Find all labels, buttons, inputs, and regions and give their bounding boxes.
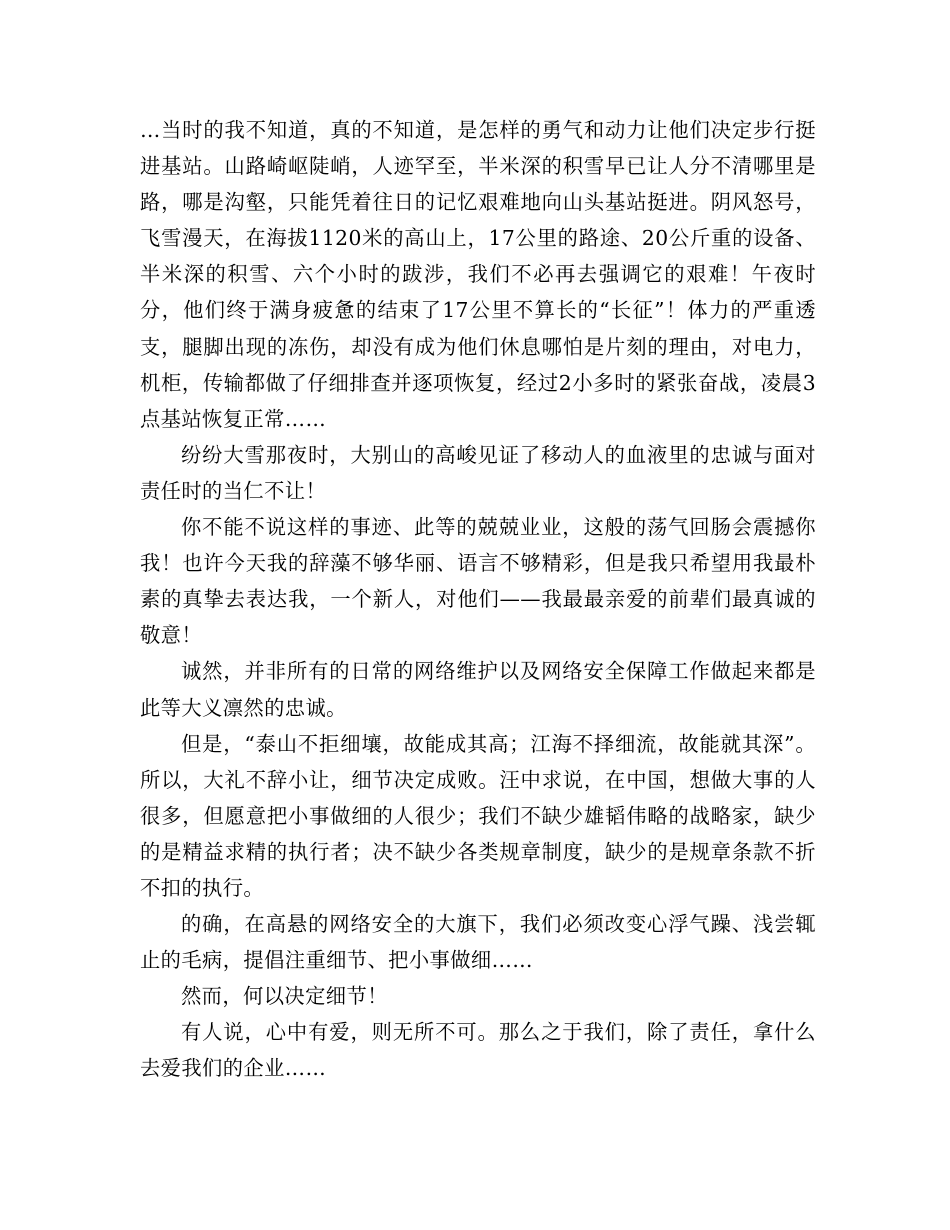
paragraph: 但是，“泰山不拒细壤，故能成其高；江海不择细流，故能就其深”。所以，大礼不辞小让，细节决定成败。汪中求说，在中国，想做大事的人很多，但愿意把小事做细的人很少；我们不缺少雄韬伟略的战略家，缺少的是精益求精的执行者；决不缺少各类规章制度，缺少的是规章条款不折不扣的执行。 xyxy=(140,731,816,900)
paragraph: 然而，何以决定细节！ xyxy=(181,984,388,1009)
paragraph: 纷纷大雪那夜时，大别山的高峻见证了移动人的血液里的忠诚与面对责任时的当仁不让！ xyxy=(140,442,816,503)
paragraph: 诚然，并非所有的日常的网络维护以及网络安全保障工作做起来都是此等大义凛然的忠诚。 xyxy=(140,659,816,720)
document-body xyxy=(140,112,816,1087)
paragraph: 有人说，心中有爱，则无所不可。那么之于我们，除了责任，拿什么去爱我们的企业…… xyxy=(140,1020,816,1081)
paragraph: 你不能不说这样的事迹、此等的兢兢业业，这般的荡气回肠会震撼你我！也许今天我的辞藻不够华丽、语言不够精彩，但是我只希望用我最朴素的真挚去表达我，一个新人，对他们——我最最亲爱的前辈们最真诚的敬意！ xyxy=(140,515,816,648)
paragraph: 的确，在高悬的网络安全的大旗下，我们必须改变心浮气躁、浅尝辄止的毛病，提倡注重细节、把小事做细…… xyxy=(140,912,816,973)
paragraph-continuation: …当时的我不知道，真的不知道，是怎样的勇气和动力让他们决定步行挺进基站。山路崎岖陡峭，人迹罕至，半米深的积雪早已让人分不清哪里是路，哪是沟壑，只能凭着往日的记忆艰难地向山头基站挺进。阴风怒号，飞雪漫天，在海拔1120米的高山上，17公里的路途、20公斤重的设备、半米深的积雪、六个小时的跋涉，我们不必再去强调它的艰难！午夜时分，他们终于满身疲惫的结束了17公里不算长的“长征”！体力的严重透支，腿脚出现的冻伤，却没有成为他们休息哪怕是片刻的理由，对电力，机柜，传输都做了仔细排查并逐项恢复，经过2小多时的紧张奋战，凌晨3点基站恢复正常…… xyxy=(140,118,816,431)
